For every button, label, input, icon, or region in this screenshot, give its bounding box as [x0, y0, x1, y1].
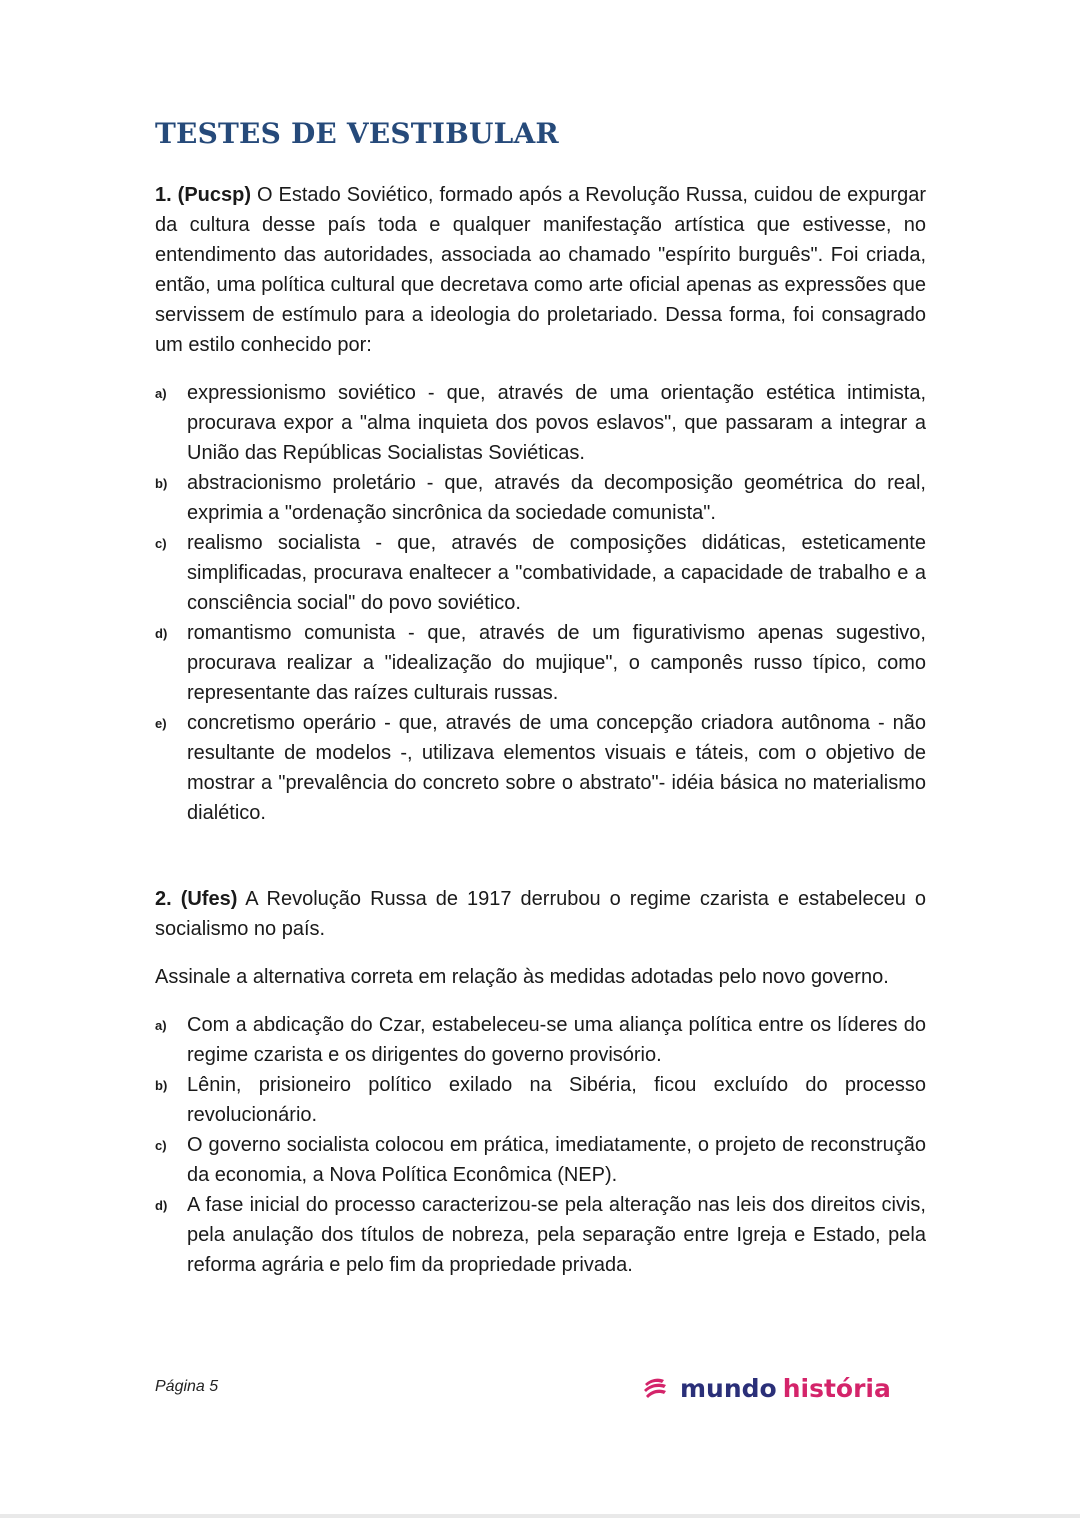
option-letter: b)	[155, 476, 168, 491]
question-2-option-c	[155, 1130, 926, 1190]
question-2-option-b	[155, 1070, 926, 1130]
brand-name-historia: história	[782, 1373, 891, 1403]
question-spacer	[155, 828, 926, 884]
option-letter: b)	[155, 1078, 168, 1093]
option-text: concretismo operário - que, através de uma concepção criadora autônoma - não resultante de modelos -, utilizava elementos visuais e táteis, com o objetivo de mostrar a "prevalência do concreto sobre o abstrato"- idéia básica no materialismo dialético.	[187, 712, 926, 824]
option-letter: e)	[155, 716, 167, 731]
question-2-option-a	[155, 1010, 926, 1070]
page-number: Página 5	[155, 1378, 219, 1395]
option-letter: d)	[155, 626, 168, 641]
page-bottom-border	[0, 1514, 1080, 1518]
question-1-option-c	[155, 528, 926, 618]
question-1	[155, 180, 926, 828]
question-1-text: O Estado Soviético, formado após a Revolução Russa, cuidou de expurgar da cultura desse país toda e qualquer manifestação artística que estivesse, no entendimento das autoridades, associada ao chamado "espírito burguês". Foi criada, então, uma política cultural que decretava como arte oficial apenas as expressões que servissem de estímulo para a ideologia do proletariado. Dessa forma, foi consagrado um estilo conhecido por:	[155, 184, 927, 356]
brand-logo	[642, 1370, 891, 1406]
option-letter: a)	[155, 386, 167, 401]
question-2-prompt: Assinale a alternativa correta em relação às medidas adotadas pelo novo governo.	[155, 966, 889, 988]
question-2	[155, 884, 926, 1280]
question-1-option-e	[155, 708, 926, 828]
option-text: O governo socialista colocou em prática, imediatamente, o projeto de reconstrução da economia, a Nova Política Econômica (NEP).	[187, 1134, 926, 1186]
option-text: expressionismo soviético - que, através de uma orientação estética intimista, procurava expor a "alma inquieta dos povos eslavos", que passaram a integrar a União das Repúblicas Socialistas Soviéticas.	[187, 382, 926, 464]
question-2-text: A Revolução Russa de 1917 derrubou o regime czarista e estabeleceu o socialismo no país.	[155, 888, 927, 940]
option-letter: d)	[155, 1198, 168, 1213]
brand-logo-icon	[642, 1375, 668, 1401]
option-letter: a)	[155, 1018, 167, 1033]
question-1-option-d	[155, 618, 926, 708]
option-text: abstracionismo proletário - que, através da decomposição geométrica do real, exprimia a "ordenação sincrônica da sociedade comunista".	[187, 472, 926, 524]
option-text: Com a abdicação do Czar, estabeleceu-se uma aliança política entre os líderes do regime czarista e os dirigentes do governo provisório.	[187, 1014, 926, 1066]
question-2-options	[155, 1010, 926, 1280]
question-2-number: 2. (Ufes)	[155, 888, 238, 910]
page-content	[155, 110, 926, 1280]
option-letter: c)	[155, 536, 167, 551]
section-title: TESTES DE VESTIBULAR	[155, 117, 559, 150]
question-1-options	[155, 378, 926, 828]
option-text: realismo socialista - que, através de composições didáticas, esteticamente simplificadas, procurava enaltecer a "combatividade, a capacidade de trabalho e a consciência social" do povo soviético.	[187, 532, 926, 614]
option-text: romantismo comunista - que, através de um figurativismo apenas sugestivo, procurava realizar a "idealização do mujique", o camponês russo típico, como representante das raízes culturais russas.	[187, 622, 926, 704]
question-1-stem	[155, 180, 926, 360]
brand-name-mundo: mundo	[680, 1373, 777, 1403]
question-1-number: 1. (Pucsp)	[155, 184, 251, 206]
option-letter: c)	[155, 1138, 167, 1153]
question-2-option-d	[155, 1190, 926, 1280]
question-1-option-b	[155, 468, 926, 528]
question-1-option-a	[155, 378, 926, 468]
option-text: A fase inicial do processo caracterizou-se pela alteração nas leis dos direitos civis, pela anulação dos títulos de nobreza, pela separação entre Igreja e Estado, pela reforma agrária e pelo fim da propriedade privada.	[187, 1194, 926, 1276]
option-text: Lênin, prisioneiro político exilado na Sibéria, ficou excluído do processo revolucionário.	[187, 1074, 926, 1126]
question-2-stem	[155, 884, 926, 944]
